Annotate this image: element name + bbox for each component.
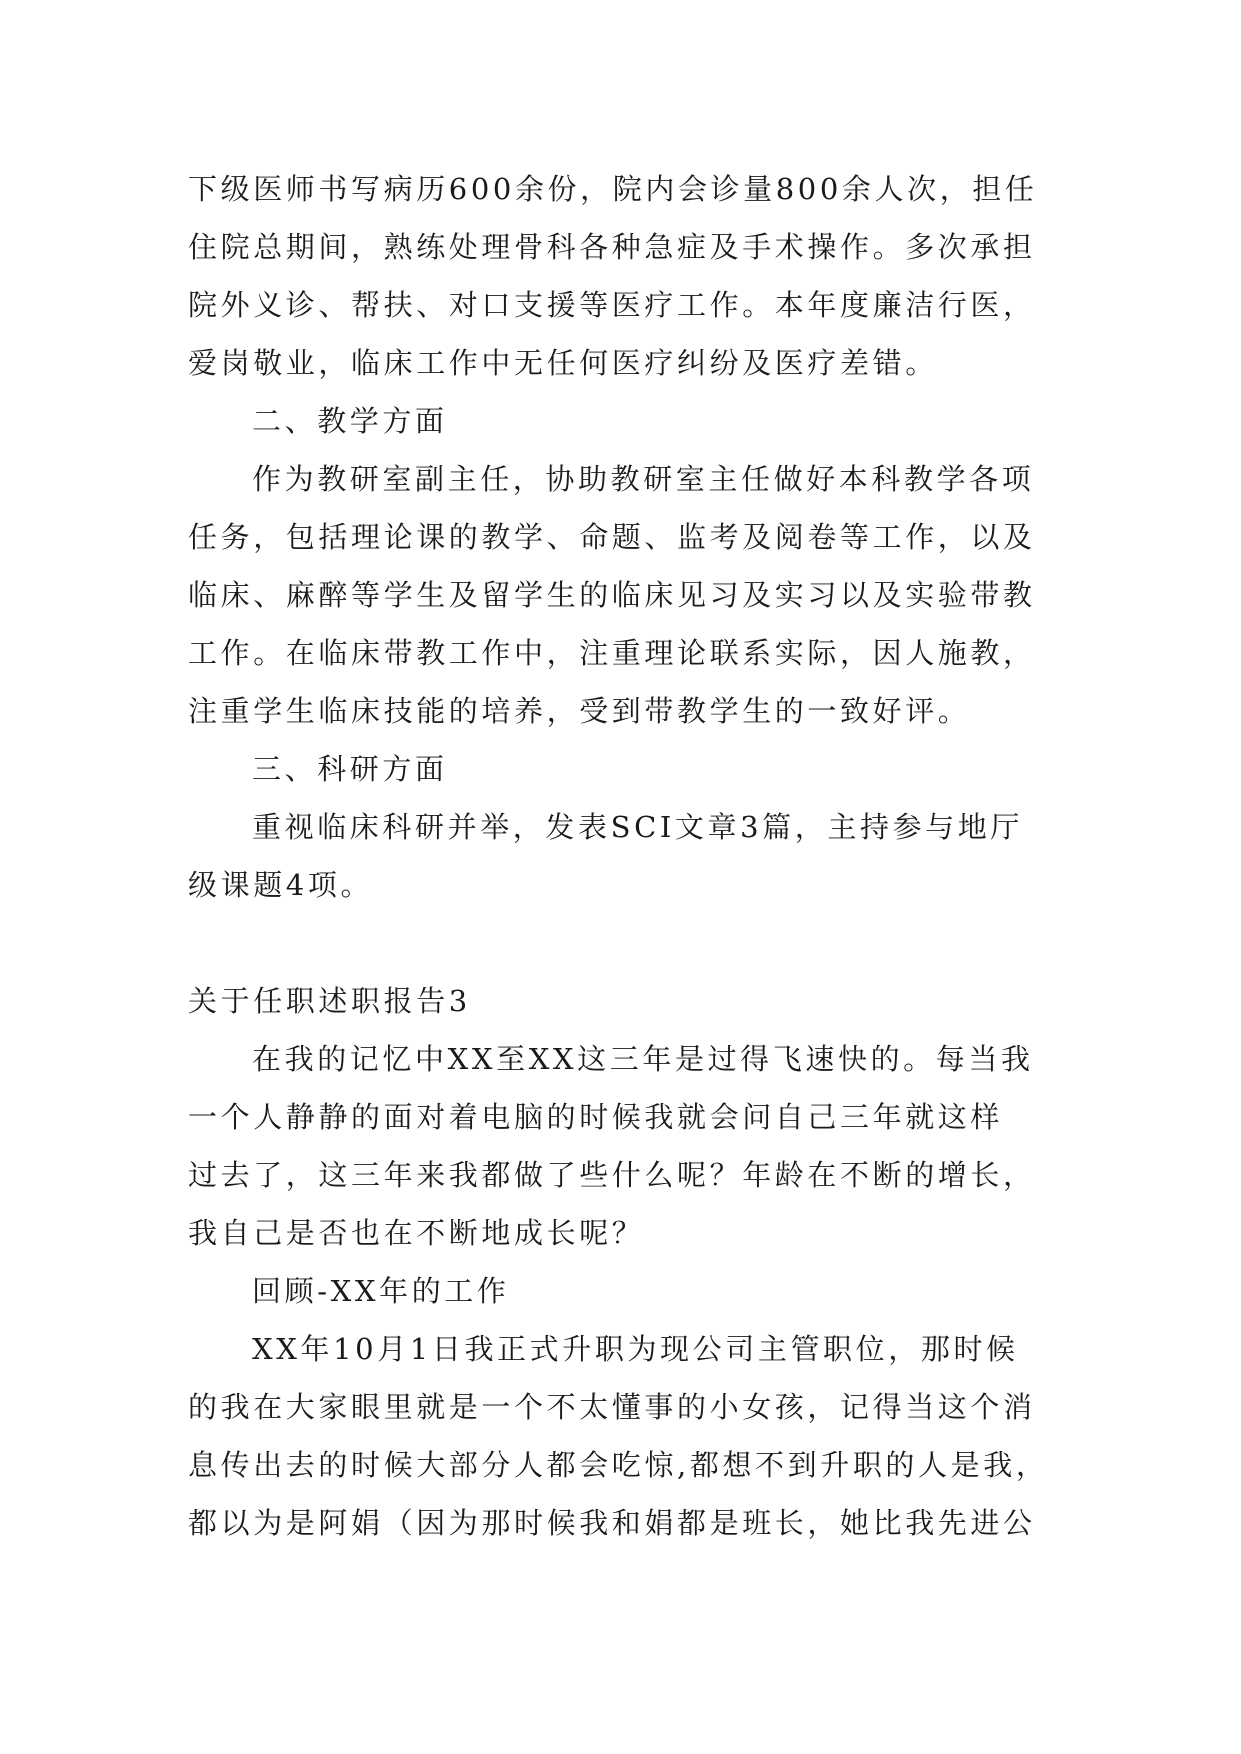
paragraph-line: 下级医师书写病历600余份，院内会诊量800余人次，担任 bbox=[188, 172, 1038, 206]
paragraph-line: 院外义诊、帮扶、对口支援等医疗工作。本年度廉洁行医， bbox=[188, 288, 1036, 322]
paragraph-line: 一个人静静的面对着电脑的时候我就会问自己三年就这样 bbox=[188, 1100, 1004, 1134]
paragraph-line: 我自己是否也在不断地成长呢？ bbox=[188, 1216, 645, 1250]
paragraph-line: 住院总期间，熟练处理骨科各种急症及手术操作。多次承担 bbox=[188, 230, 1036, 264]
paragraph-line: 作为教研室副主任，协助教研室主任做好本科教学各项 bbox=[252, 462, 1035, 496]
paragraph-line: XX年10月1日我正式升职为现公司主管职位，那时候 bbox=[252, 1332, 1019, 1366]
blank-line bbox=[188, 914, 1068, 972]
report-title: 关于任职述职报告3 bbox=[188, 984, 471, 1018]
paragraph-line: 爱岗敬业，临床工作中无任何医疗纠纷及医疗差错。 bbox=[188, 346, 938, 380]
paragraph-line: 过去了，这三年来我都做了些什么呢？年龄在不断的增长， bbox=[188, 1158, 1036, 1192]
paragraph-line: 注重学生临床技能的培养，受到带教学生的一致好评。 bbox=[188, 694, 971, 728]
paragraph-line: 临床、麻醉等学生及留学生的临床见习及实习以及实验带教 bbox=[188, 578, 1036, 612]
paragraph-line: 级课题4项。 bbox=[188, 868, 374, 902]
paragraph-line: 息传出去的时候大部分人都会吃惊,都想不到升职的人是我， bbox=[188, 1448, 1049, 1482]
paragraph-line: 的我在大家眼里就是一个不太懂事的小女孩，记得当这个消 bbox=[188, 1390, 1036, 1424]
paragraph-line: 都以为是阿娟（因为那时候我和娟都是班长，她比我先进公 bbox=[188, 1506, 1036, 1540]
section-heading-research: 三、科研方面 bbox=[252, 752, 448, 786]
section-heading-teaching: 二、教学方面 bbox=[252, 404, 448, 438]
document-body bbox=[188, 160, 1068, 1552]
paragraph-line: 重视临床科研并举，发表SCI文章3篇，主持参与地厅 bbox=[252, 810, 1023, 844]
section-heading-review: 回顾-XX年的工作 bbox=[252, 1274, 510, 1308]
paragraph-line: 任务，包括理论课的教学、命题、监考及阅卷等工作，以及 bbox=[188, 520, 1036, 554]
paragraph-line: 在我的记忆中XX至XX这三年是过得飞速快的。每当我 bbox=[252, 1042, 1034, 1076]
paragraph-line: 工作。在临床带教工作中，注重理论联系实际，因人施教， bbox=[188, 636, 1036, 670]
